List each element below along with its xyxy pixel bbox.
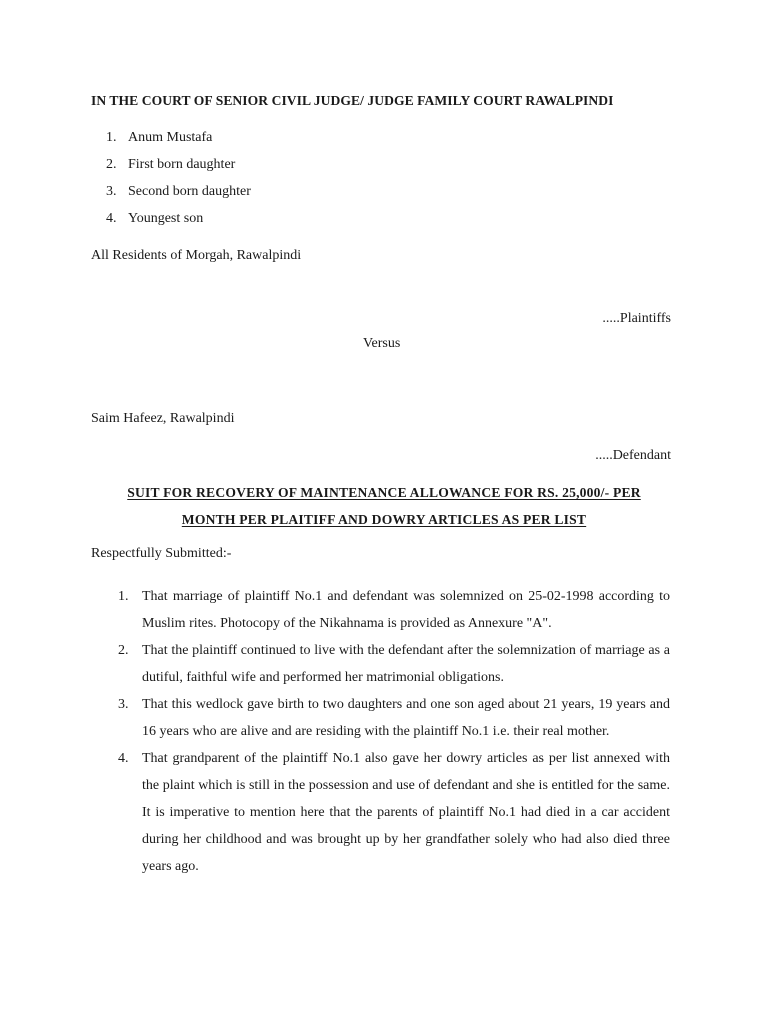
list-number: 3. xyxy=(106,184,117,199)
suit-title-line-2: MONTH PER PLAITIFF AND DOWRY ARTICLES AS PER LIST xyxy=(181,512,587,527)
list-number: 2. xyxy=(106,157,117,172)
paragraph xyxy=(118,691,670,745)
list-item xyxy=(106,129,251,156)
versus-label: Versus xyxy=(363,336,401,351)
plaintiff-name: Second born daughter xyxy=(128,184,251,199)
paragraph-text: That the plaintiff continued to live with the defendant after the solemnization of marriage as a dutiful, faithful wife and performed her matrimonial obligations. xyxy=(142,643,670,685)
plaintiff-name: Anum Mustafa xyxy=(128,130,213,145)
paragraph-text: That this wedlock gave birth to two daughters and one son aged about 21 years, 19 years and 16 years who are alive and are residing with the plaintiff No.1 i.e. their real mother. xyxy=(142,697,670,739)
paragraph-number: 4. xyxy=(118,751,129,766)
defendant-name: Saim Hafeez, Rawalpindi xyxy=(91,411,235,426)
plaintiff-name: First born daughter xyxy=(128,157,236,172)
paragraph-number: 3. xyxy=(118,697,129,712)
paragraph-text: That marriage of plaintiff No.1 and defendant was solemnized on 25-02-1998 according to Muslim rites. Photocopy of the Nikahnama is provided as Annexure "A". xyxy=(142,589,670,631)
plaintiff-name: Youngest son xyxy=(128,211,204,226)
list-item xyxy=(106,210,251,237)
paragraph-number: 2. xyxy=(118,643,129,658)
paragraph xyxy=(118,745,670,880)
paragraph-list xyxy=(118,583,670,880)
court-title: IN THE COURT OF SENIOR CIVIL JUDGE/ JUDGE FAMILY COURT RAWALPINDI xyxy=(91,93,614,108)
plaintiffs-role: .....Plaintiffs xyxy=(602,311,671,326)
list-item xyxy=(106,183,251,210)
residents-line: All Residents of Morgah, Rawalpindi xyxy=(91,248,302,263)
paragraph-number: 1. xyxy=(118,589,129,604)
respectfully-submitted: Respectfully Submitted:- xyxy=(91,546,232,561)
paragraph xyxy=(118,583,670,637)
plaintiff-list xyxy=(106,129,251,237)
suit-title-line-1: SUIT FOR RECOVERY OF MAINTENANCE ALLOWANCE FOR RS. 25,000/- PER xyxy=(127,485,641,500)
defendant-role: .....Defendant xyxy=(595,448,671,463)
paragraph-text: That grandparent of the plaintiff No.1 also gave her dowry articles as per list annexed with the plaint which is still in the possession and use of defendant and she is entitled for the same. It is imperative to mention here that the parents of plaintiff No.1 had died in a car accident during her childhood and was brought up by her grandfather solely who had also died three years ago. xyxy=(142,751,670,874)
list-number: 1. xyxy=(106,130,117,145)
list-number: 4. xyxy=(106,211,117,226)
paragraph xyxy=(118,637,670,691)
list-item xyxy=(106,156,251,183)
